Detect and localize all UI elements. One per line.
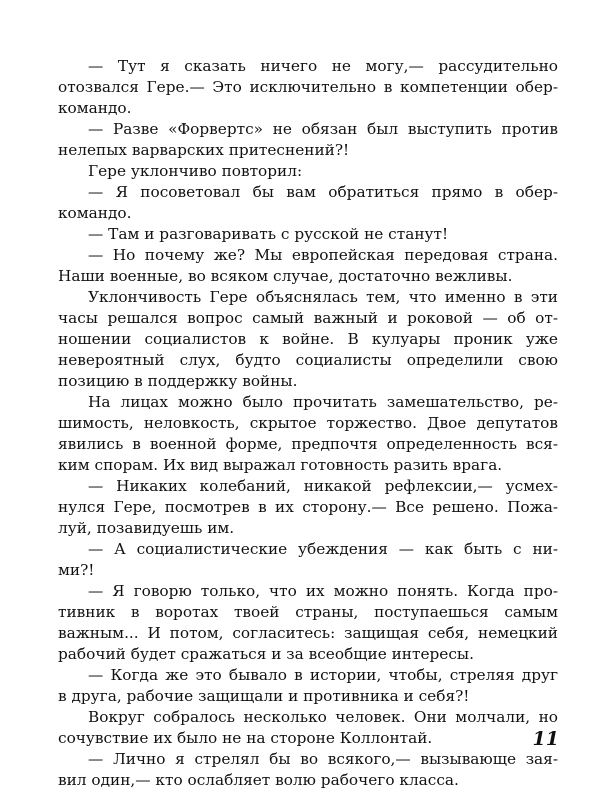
text-line: позицию в поддержку войны.: [58, 372, 298, 390]
text-line: — Когда же это бывало в истории, чтобы, стреляя друг: [88, 666, 558, 684]
text-line: ким спорам. Их вид выражал готовность разить врага.: [58, 456, 503, 474]
text-line: Наши военные, во всяком случае, достаточно вежливы.: [58, 267, 513, 285]
text-line: луй, позавидуешь им.: [58, 519, 235, 537]
text-line: важным... И потом, согласитесь: защищая себя, немецкий: [58, 624, 558, 642]
text-line: — Никаких колебаний, никакой рефлексии,— усмех-: [88, 477, 558, 495]
text-line: тивник в воротах твоей страны, поступаешься самым: [58, 603, 558, 621]
text-line: — А социалистические убеждения — как быть с ни-: [88, 540, 558, 558]
text-line: командо.: [58, 204, 132, 222]
text-line: командо.: [58, 99, 132, 117]
text-line: сочувствие их было не на стороне Коллонтай.: [58, 729, 433, 747]
text-line: ми?!: [58, 561, 95, 579]
text-line: — Но почему же? Мы европейская передовая страна.: [88, 246, 558, 264]
body-text: [58, 56, 558, 791]
text-line: явились в военной форме, предпочтя определенность вся-: [58, 435, 558, 453]
text-line: вил один,— кто ослабляет волю рабочего класса.: [58, 771, 459, 789]
text-line: ношении социалистов к войне. В кулуары проник уже: [58, 330, 558, 348]
text-line: рабочий будет сражаться и за всеобщие интересы.: [58, 645, 474, 663]
text-line: — Разве «Форвертс» не обязан был выступить против: [88, 120, 558, 138]
text-line: часы решался вопрос самый важный и роковой — об от-: [58, 309, 558, 327]
text-line: нулся Гере, посмотрев в их сторону.— Все решено. Пожа-: [58, 498, 558, 516]
text-line: — Я посоветовал бы вам обратиться прямо в обер-: [88, 183, 558, 201]
text-line: Вокруг собралось несколько человек. Они молчали, но: [88, 708, 558, 726]
text-line: — Лично я стрелял бы во всякого,— вызывающе зая-: [88, 750, 558, 768]
text-line: На лицах можно было прочитать замешательство, ре-: [88, 393, 558, 411]
text-line: — Там и разговаривать с русской не станут!: [88, 225, 449, 243]
text-line: в друга, рабочие защищали и противника и себя?!: [58, 687, 470, 705]
text-line: невероятный слух, будто социалисты определили свою: [58, 351, 558, 369]
text-line: нелепых варварских притеснений?!: [58, 141, 350, 159]
text-line: Гере уклончиво повторил:: [88, 162, 303, 180]
text-line: шимость, неловкость, скрытое торжество. Двое депутатов: [58, 414, 558, 432]
text-line: отозвался Гере.— Это исключительно в компетенции обер-: [58, 78, 558, 96]
text-line: — Тут я сказать ничего не могу,— рассудительно: [88, 57, 558, 75]
text-line: — Я говорю только, что их можно понять. Когда про-: [88, 582, 558, 600]
page-number: 11: [532, 728, 559, 750]
text-line: Уклончивость Гере объяснялась тем, что именно в эти: [88, 288, 558, 306]
